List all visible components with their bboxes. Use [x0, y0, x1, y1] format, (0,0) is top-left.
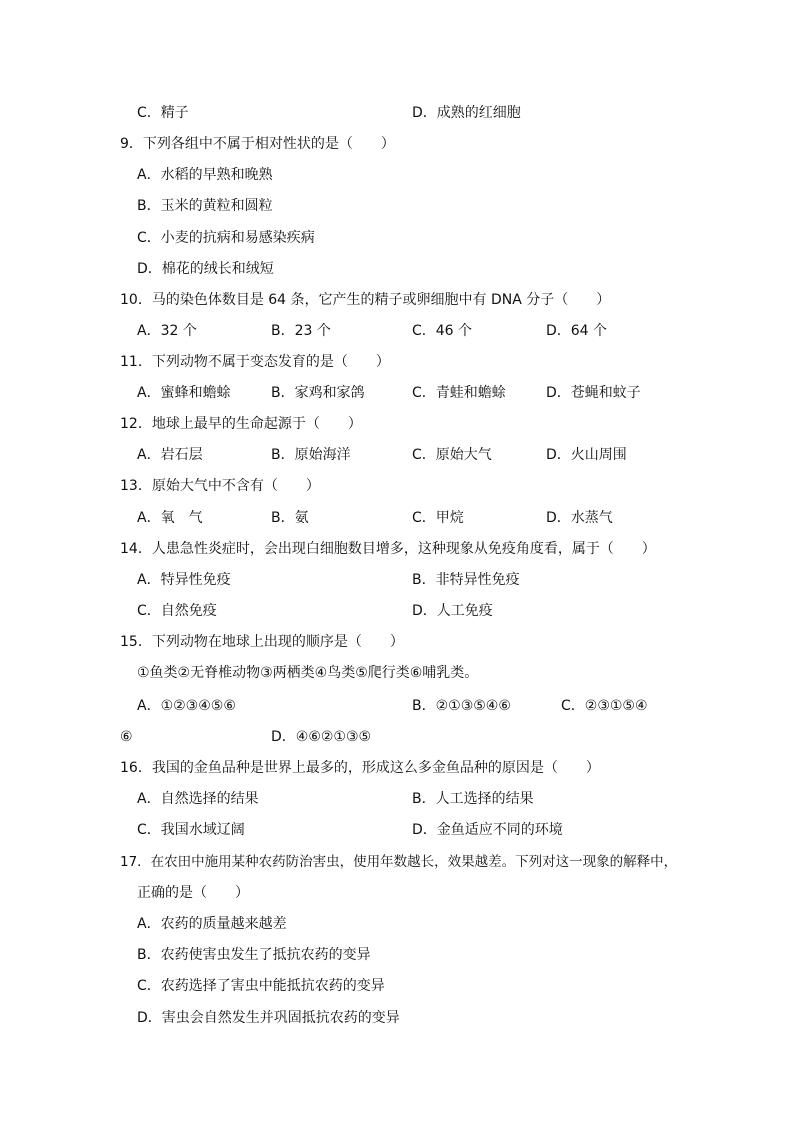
q14-stem: 14．人患急性炎症时，会出现白细胞数目增多，这种现象从免疫角度看，属于（ ）: [120, 541, 656, 557]
q13-stem: 13．原始大气中不含有（ ）: [120, 478, 320, 494]
q10-option-d: D．64 个: [546, 323, 608, 339]
q11-option-c: C．青蛙和蟾蜍: [412, 385, 506, 401]
q13-option-c: C．甲烷: [412, 510, 464, 526]
q12-option-d: D．火山周围: [546, 447, 627, 463]
q16-stem: 16．我国的金鱼品种是世界上最多的，形成这么多金鱼品种的原因是（ ）: [120, 760, 600, 776]
q14-option-d: D．人工免疫: [412, 603, 493, 619]
q16-option-b: B．人工选择的结果: [412, 791, 534, 807]
q16-option-c: C．我国水域辽阔: [137, 822, 245, 838]
q11-option-b: B．家鸡和家鸽: [271, 385, 365, 401]
q15-stem: 15．下列动物在地球上出现的顺序是（ ）: [120, 634, 404, 650]
q13-option-b: B．氨: [271, 510, 309, 526]
q12-option-b: B．原始海洋: [271, 447, 351, 463]
q8-option-d: D．成熟的红细胞: [412, 105, 521, 121]
q11-option-d: D．苍蝇和蚊子: [546, 385, 641, 401]
q10-option-b: B．23 个: [271, 323, 331, 339]
q17-stem-line2: 正确的是（ ）: [137, 885, 249, 901]
q15-option-d: D．④⑥②①③⑤: [271, 729, 372, 745]
q16-option-d: D．金鱼适应不同的环境: [412, 822, 563, 838]
q15-option-b: B．②①③⑤④⑥: [412, 698, 511, 714]
q14-option-b: B．非特异性免疫: [412, 572, 520, 588]
q15-option-a: A．①②③④⑤⑥: [137, 698, 236, 714]
q9-option-b: B．玉米的黄粒和圆粒: [137, 198, 273, 214]
q12-stem: 12．地球上最早的生命起源于（ ）: [120, 416, 362, 432]
q13-option-d: D．水蒸气: [546, 510, 613, 526]
q15-option-c-continued: ⑥: [120, 729, 133, 745]
q17-option-d: D．害虫会自然发生并巩固抵抗农药的变异: [137, 1010, 400, 1026]
q10-stem: 10．马的染色体数目是 64 条，它产生的精子或卵细胞中有 DNA 分子（ ）: [120, 292, 611, 308]
q11-option-a: A．蜜蜂和蟾蜍: [137, 385, 231, 401]
q16-option-a: A．自然选择的结果: [137, 791, 259, 807]
q9-option-d: D．棉花的绒长和绒短: [137, 261, 274, 277]
q17-option-a: A．农药的质量越来越差: [137, 916, 287, 932]
q11-stem: 11．下列动物不属于变态发育的是（ ）: [120, 354, 390, 370]
q14-option-c: C．自然免疫: [137, 603, 217, 619]
q12-option-a: A．岩石层: [137, 447, 203, 463]
q14-option-a: A．特异性免疫: [137, 572, 231, 588]
q9-stem: 9．下列各组中不属于相对性状的是（ ）: [120, 136, 395, 152]
q12-option-c: C．原始大气: [412, 447, 492, 463]
q17-option-b: B．农药使害虫发生了抵抗农药的变异: [137, 947, 371, 963]
q13-option-a: A．氧 气: [137, 510, 203, 526]
q10-option-a: A．32 个: [137, 323, 197, 339]
q9-option-c: C．小麦的抗病和易感染疾病: [137, 230, 315, 246]
q17-option-c: C．农药选择了害虫中能抵抗农药的变异: [137, 978, 385, 994]
q15-option-c: C．②③①⑤④: [561, 698, 648, 714]
q10-option-c: C．46 个: [412, 323, 473, 339]
q8-option-c: C．精子: [137, 105, 189, 121]
q15-item-list: ①鱼类②无脊椎动物③两栖类④鸟类⑤爬行类⑥哺乳类。: [137, 665, 479, 681]
q17-stem-line1: 17．在农田中施用某种农药防治害虫，使用年数越长，效果越差。下列对这一现象的解释中，: [120, 854, 678, 870]
q9-option-a: A．水稻的早熟和晚熟: [137, 167, 273, 183]
